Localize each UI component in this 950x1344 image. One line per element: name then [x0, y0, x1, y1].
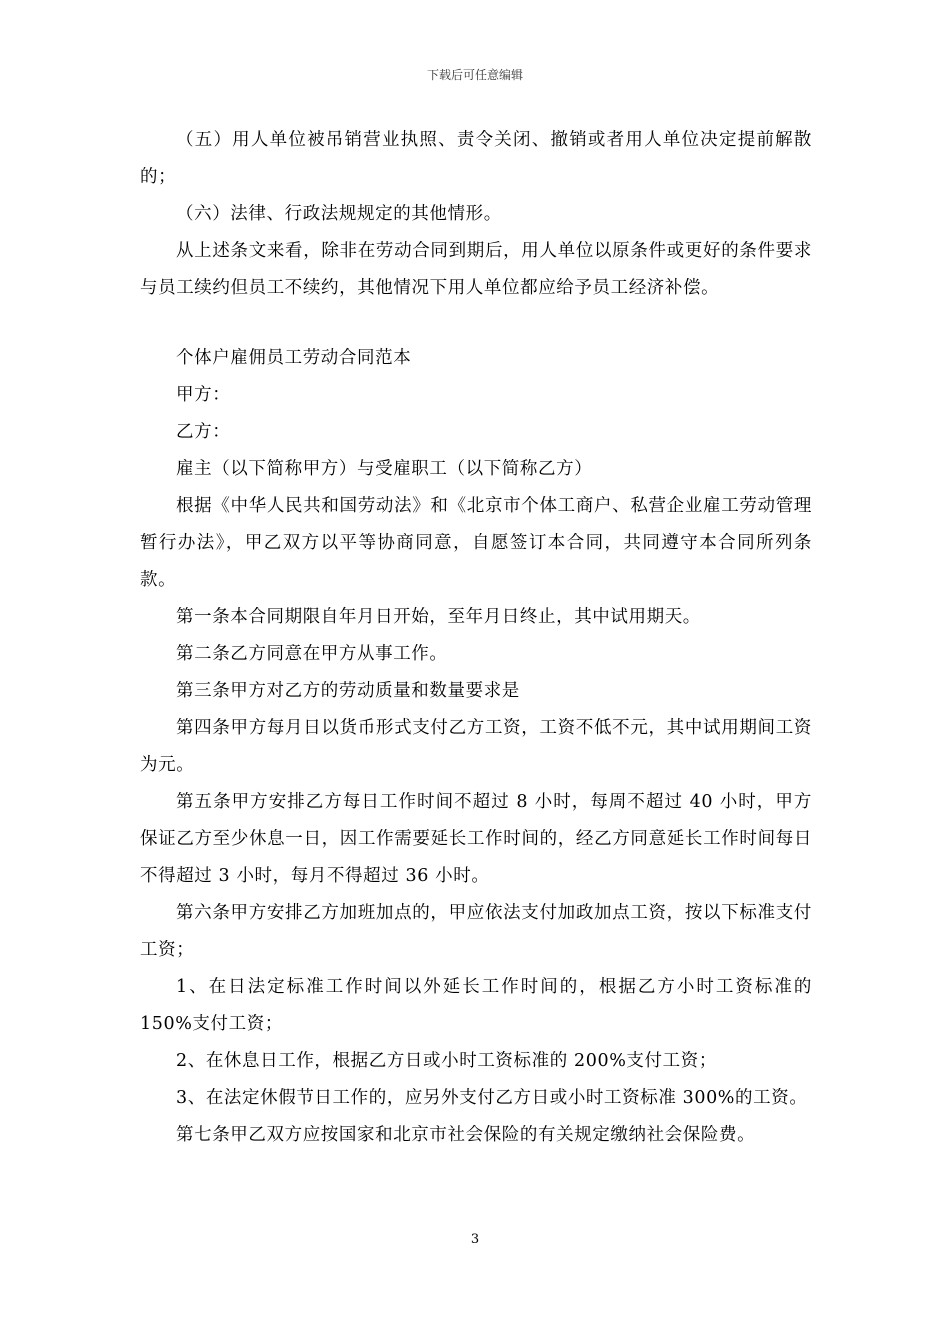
document-body: [140, 122, 812, 1154]
paragraph: 雇主（以下简称甲方）与受雇职工（以下简称乙方）: [176, 459, 593, 479]
article-7: 第七条甲乙双方应按国家和北京市社会保险的有关规定缴纳社会保险费。: [176, 1125, 756, 1145]
paragraph: 根据《中华人民共和国劳动法》和《北京市个体工商户、私营企业雇工劳动管理暂行办法》，甲乙双方以平等协商同意，自愿签订本合同，共同遵守本合同所列条款。: [140, 496, 812, 590]
contract-title: 个体户雇佣员工劳动合同范本: [176, 348, 412, 368]
list-item: 1、在日法定标准工作时间以外延长工作时间的，根据乙方小时工资标准的 150%支付工资；: [140, 977, 812, 1034]
paragraph: 从上述条文来看，除非在劳动合同到期后，用人单位以原条件或更好的条件要求与员工续约但员工不续约，其他情况下用人单位都应给予员工经济补偿。: [140, 241, 812, 298]
page-header: 下载后可任意编辑: [426, 68, 523, 82]
article-5: 第五条甲方安排乙方每日工作时间不超过 8 小时，每周不超过 40 小时，甲方保证乙方至少休息一日，因工作需要延长工作时间的，经乙方同意延长工作时间每日不得超过 3 小时，每月不得超过 36 小时。: [140, 792, 812, 886]
party-b-line: 乙方：: [176, 422, 231, 442]
page-number: 3: [470, 1232, 480, 1247]
article-4: 第四条甲方每月日以货币形式支付乙方工资，工资不低不元，其中试用期间工资为元。: [140, 718, 812, 775]
party-a-line: 甲方：: [176, 385, 231, 405]
section-gap: [140, 307, 812, 340]
article-6: 第六条甲方安排乙方加班加点的，甲应依法支付加政加点工资，按以下标准支付工资；: [140, 903, 812, 960]
list-item: 2、在休息日工作，根据乙方日或小时工资标准的 200%支付工资；: [176, 1051, 717, 1071]
article-1: 第一条本合同期限自年月日开始，至年月日终止，其中试用期天。: [176, 607, 701, 627]
article-2: 第二条乙方同意在甲方从事工作。: [176, 644, 448, 664]
paragraph: （五）用人单位被吊销营业执照、责令关闭、撤销或者用人单位决定提前解散的；: [140, 130, 812, 187]
paragraph: （六）法律、行政法规规定的其他情形。: [176, 204, 502, 224]
list-item: 3、在法定休假节日工作的，应另外支付乙方日或小时工资标准 300%的工资。: [176, 1088, 808, 1108]
article-3: 第三条甲方对乙方的劳动质量和数量要求是: [176, 681, 520, 701]
